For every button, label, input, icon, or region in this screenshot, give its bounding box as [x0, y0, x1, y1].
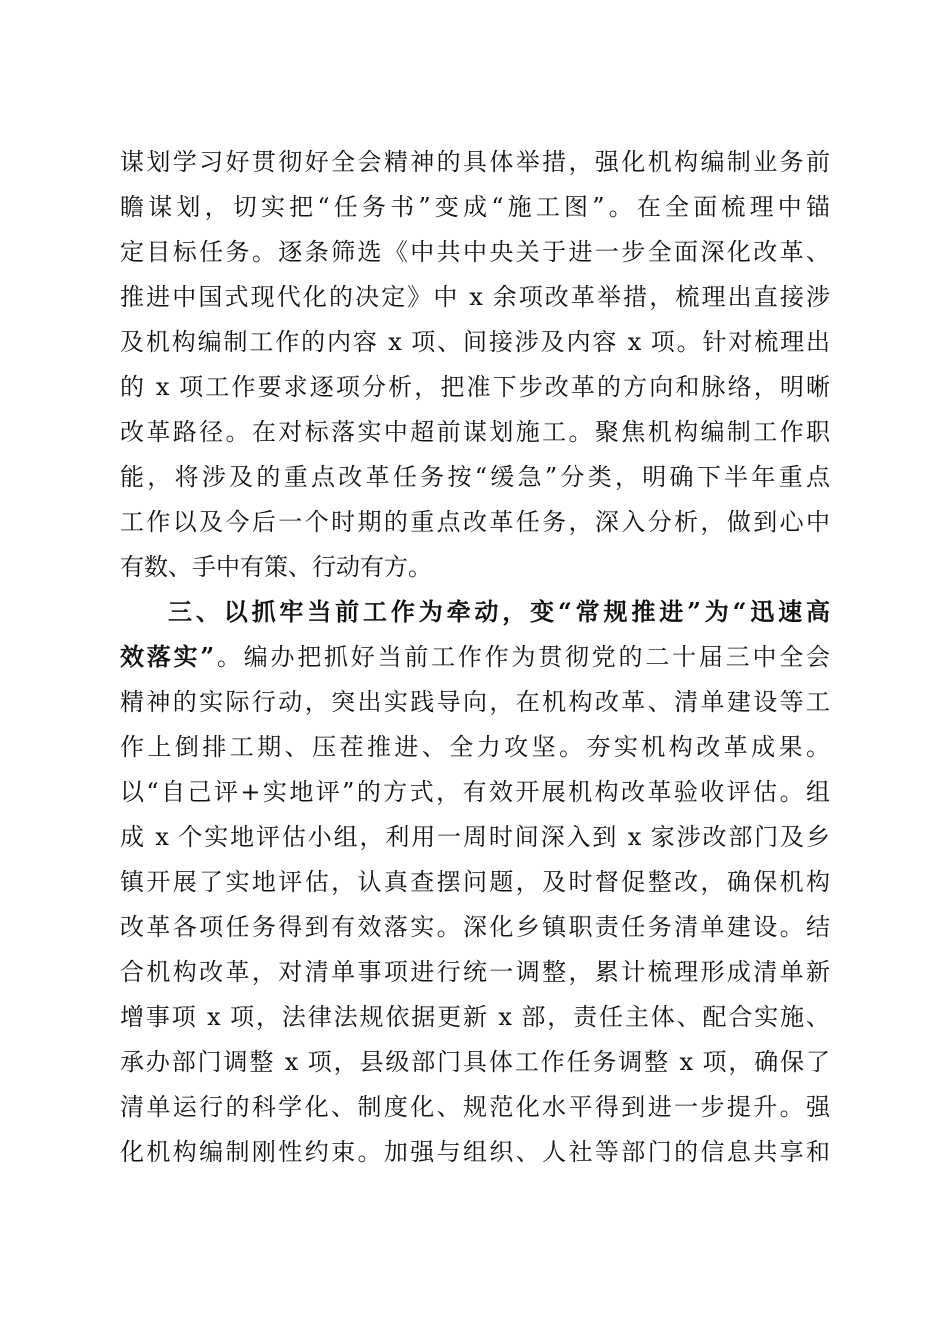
section-3-heading-continuation [120, 637, 830, 677]
paragraph-1-line: 推进中国式现代化的决定》中 x 余项改革举措，梳理出直接涉 [120, 283, 830, 311]
section-3-line: 增事项 x 项，法律法规依据更新 x 部，责任主体、配合实施、 [120, 1003, 830, 1031]
section-3-line: 清单运行的科学化、制度化、规范化水平得到进一步提升。强 [120, 1093, 830, 1121]
section-3-line: 精神的实际行动，突出实践导向，在机构改革、清单建设等工 [120, 688, 830, 716]
section-3-line: 改革各项任务得到有效落实。深化乡镇职责任务清单建设。结 [120, 913, 830, 941]
paragraph-1-line: 的 x 项工作要求逐项分析，把准下步改革的方向和脉络，明晰 [120, 373, 830, 401]
section-3-line: 合机构改革，对清单事项进行统一调整，累计梳理形成清单新 [120, 958, 830, 986]
section-3-line: 作上倒排工期、压茬推进、全力攻坚。夯实机构改革成果。 [120, 733, 830, 761]
section-3-line: 承办部门调整 x 项，县级部门具体工作任务调整 x 项，确保了 [120, 1048, 830, 1076]
section-3-line: 化机构编制刚性约束。加强与组织、人社等部门的信息共享和 [120, 1138, 830, 1166]
paragraph-1-line: 工作以及今后一个时期的重点改革任务，深入分析，做到心中 [120, 508, 830, 536]
paragraph-1-line: 瞻谋划，切实把“任务书”变成“施工图”。在全面梳理中锚 [120, 193, 830, 221]
paragraph-1-line: 及机构编制工作的内容 x 项、间接涉及内容 x 项。针对梳理出 [120, 328, 830, 356]
paragraph-1-line: 定目标任务。逐条筛选《中共中央关于进一步全面深化改革、 [120, 238, 830, 266]
section-3-line: 成 x 个实地评估小组，利用一周时间深入到 x 家涉改部门及乡 [120, 823, 830, 851]
section-3-line: 以“自己评+实地评”的方式，有效开展机构改革验收评估。组 [120, 778, 830, 806]
paragraph-1-line: 谋划学习好贯彻好全会精神的具体举措，强化机构编制业务前 [120, 148, 830, 176]
section-3-body-start: 。编办把抓好当前工作作为贯彻党的二十届三中全会 [214, 643, 830, 671]
paragraph-1-line: 有数、手中有策、行动有方。 [120, 553, 432, 581]
paragraph-1-line: 改革路径。在对标落实中超前谋划施工。聚焦机构编制工作职 [120, 418, 830, 446]
section-3-heading: 三、以抓牢当前工作为牵动，变“常规推进”为“迅速高 [168, 597, 830, 626]
section-3-heading-end: 效落实” [120, 642, 215, 671]
paragraph-1-line: 能，将涉及的重点改革任务按“缓急”分类，明确下半年重点 [120, 463, 830, 491]
section-3-line: 镇开展了实地评估，认真查摆问题，及时督促整改，确保机构 [120, 868, 830, 896]
